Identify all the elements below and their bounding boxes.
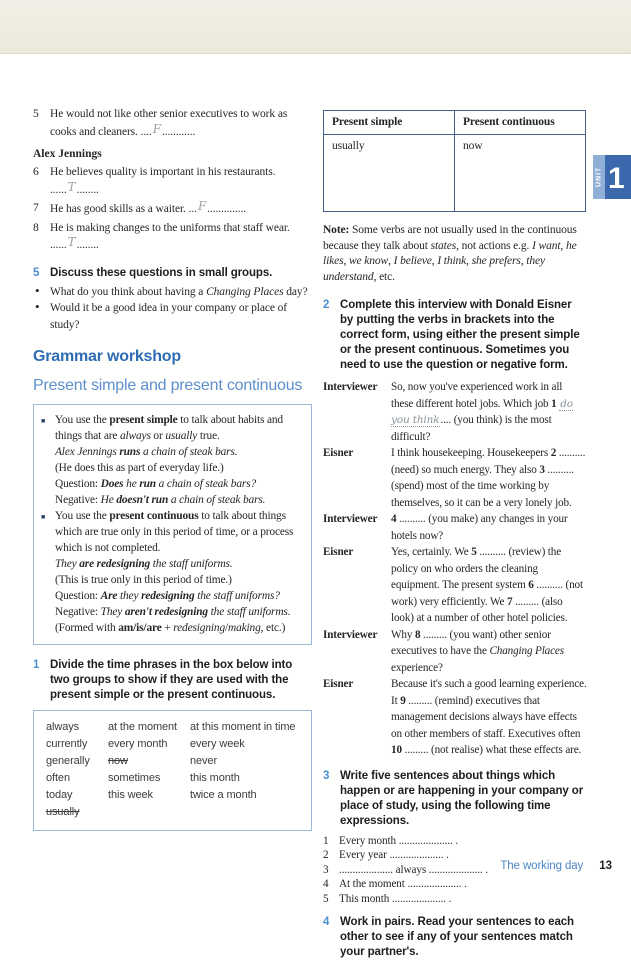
true-false-item-6 (33, 164, 312, 198)
time-phrase: never (190, 755, 218, 767)
exercise-number: 1 (33, 659, 40, 671)
time-phrase: currently (46, 738, 88, 750)
discussion-questions (33, 284, 312, 334)
speaker-label: Interviewer (323, 513, 378, 525)
exercise-number: 2 (323, 299, 330, 311)
exercise-5-heading (33, 266, 312, 281)
speaker-subheading: Alex Jennings (33, 148, 102, 160)
dialogue-text: I think housekeeping. Housekeepers 2 .......... (need) so much energy. They also 3 .......... (spend) most of the time working by themselves, so it can be a very lonely job. (391, 447, 586, 509)
item-text: He is making changes to the uniforms that staff wear. ......T........ (50, 221, 290, 251)
dialogue-line (323, 676, 587, 759)
grammar-explanation-box (33, 404, 312, 645)
square-bullet-icon: ■ (41, 417, 46, 425)
speaker-label: Eisner (323, 678, 354, 690)
exercise-3-heading (323, 769, 587, 829)
list-item-text: This month .................... . (339, 892, 452, 905)
time-phrase: generally (46, 755, 90, 767)
dialogue-text: So, now you've experienced work in all these different hotel jobs. Which job 1 do you think.... (you think) is the most difficult? (391, 381, 573, 443)
time-phrases-column-3 (190, 719, 305, 821)
item-text: He would not like other senior executives to work as cooks and cleaners. ....F............ (50, 108, 288, 138)
section-subheading: Present simple and present continuous (33, 377, 303, 394)
speaker-label: Eisner (323, 546, 354, 558)
exercise-instruction: Work in pairs. Read your sentences to each other to see if any of your sentences match your partner's. (340, 916, 574, 958)
item-number: 5 (33, 108, 39, 120)
exercise-number: 5 (33, 266, 40, 279)
time-phrase: this week (108, 789, 153, 801)
exercise-instruction: Complete this interview with Donald Eisner by putting the verbs in brackets into the correct form, using either the present simple or the present continuous. Sometimes you need to use the question or negative form. (340, 299, 580, 371)
item-text: He believes quality is important in his restaurants. ......T........ (50, 166, 276, 196)
list-item-text: At the moment .................... . (339, 878, 467, 890)
true-false-item-8 (33, 220, 312, 254)
exercise-number: 4 (323, 916, 330, 928)
true-false-item-7 (33, 200, 312, 218)
grammar-rule-text: You use the present continuous to talk about things which are true only in this period of time, or a process which is not completed. They are redesigning the staff uniforms. (This is true only in this period of time.) Question: Are they redesigning the staff uniforms? Negative: They aren't redesigning the staff uniforms. (Formed with am/is/are + redesigning/making, etc.) (55, 510, 294, 634)
speaker-label: Eisner (323, 447, 354, 459)
discussion-question: • Would it be a good idea in your company or place of study? (33, 300, 312, 333)
unit-tab-label: UNIT (593, 155, 605, 199)
list-item-number: 2 (323, 849, 329, 861)
item-text: He has good skills as a waiter. ...F.............. (50, 199, 247, 215)
grammar-rule (41, 412, 303, 508)
time-phrase: today (46, 789, 73, 801)
list-item-number: 3 (323, 863, 329, 876)
left-column (33, 106, 312, 831)
exercise-1-heading (33, 658, 312, 703)
table-row (324, 135, 586, 212)
present-simple-continuous-table (323, 110, 586, 212)
list-item-number: 1 (323, 834, 329, 847)
exercise-4-heading (323, 915, 587, 960)
time-phrases-column-1 (46, 719, 108, 821)
footer-page-number: 13 (599, 860, 612, 872)
time-phrases-box (33, 710, 312, 831)
discussion-question: • What do you think about having a Changing Places day? (33, 284, 312, 301)
footer-section-title: The working day (500, 860, 584, 872)
table-header-present-continuous: Present continuous (455, 111, 586, 135)
dialogue-text: Yes, certainly. We 5 .......... (review) the policy on who orders the cleaning equipment. The present system 6 .......... (not work) very efficiently. We 7 ......... (also look) at a number of other hotel policies. (391, 546, 583, 624)
list-item (323, 877, 587, 892)
time-phrase: every month (108, 738, 168, 750)
time-phrase: at the moment (108, 721, 178, 733)
time-phrases-column-2 (108, 719, 190, 821)
list-item (323, 834, 587, 849)
exercise-number: 3 (323, 769, 330, 782)
exercise-instruction: Divide the time phrases in the box below into two groups to show if they are used with the present simple or the present continuous. (50, 659, 293, 701)
table-header-present-simple: Present simple (324, 111, 455, 135)
list-item (323, 892, 587, 907)
square-bullet-icon: ■ (41, 513, 46, 521)
unit-tab-number: 1 (605, 155, 631, 199)
list-item-number: 5 (323, 892, 329, 905)
unit-tab (593, 155, 631, 199)
true-false-item-5 (33, 106, 312, 140)
section-heading-grammar-workshop: Grammar workshop (33, 348, 181, 365)
page-top-texture-band (0, 0, 631, 54)
exercise-2-heading (323, 298, 587, 373)
right-column (323, 110, 587, 960)
item-number: 7 (33, 202, 39, 214)
table-cell-present-continuous: now (455, 135, 586, 212)
exercise-1 (33, 658, 312, 831)
list-item-text: Every month .................... . (339, 834, 459, 847)
dialogue-line (323, 445, 587, 511)
time-phrase: usually (46, 806, 80, 818)
time-phrase: this month (190, 772, 240, 784)
grammar-rule (41, 508, 303, 636)
time-phrase: every week (190, 738, 245, 750)
list-item-text: .................... always .................... . (339, 863, 489, 876)
time-phrase: at this moment in time (190, 721, 296, 733)
exercise-instruction: Write five sentences about things which happen or are happening in your company or place of study, using the following time expressions. (340, 769, 584, 827)
time-phrase: often (46, 772, 70, 784)
time-phrase: twice a month (190, 789, 257, 801)
dialogue-text: 4 .......... (you make) any changes in your hotels now? (391, 513, 568, 542)
dialogue-line (323, 544, 587, 627)
list-item-number: 4 (323, 878, 329, 890)
time-phrase: sometimes (108, 772, 161, 784)
speaker-label: Interviewer (323, 628, 378, 641)
dialogue-line (323, 379, 587, 445)
dialogue-line (323, 511, 587, 544)
speaker-label: Interviewer (323, 381, 378, 393)
table-cell-present-simple: usually (324, 135, 455, 212)
time-phrase: now (108, 755, 128, 767)
interview-dialogue (323, 379, 587, 759)
dialogue-line (323, 627, 587, 677)
item-number: 6 (33, 166, 39, 178)
item-number: 8 (33, 221, 39, 234)
time-phrase: always (46, 721, 80, 733)
dialogue-text: Because it's such a good learning experience. It 9 ......... (remind) executives that management decisions always have effects on other members of staff. Executives often 10 ......... (not realise) what these effects are. (391, 678, 587, 756)
grammar-rule-text: You use the present simple to talk about habits and things that are always or usually true. Alex Jennings runs a chain of steak bars. (He does this as part of everyday life.) Question: Does he run a chain of steak bars? Negative: He doesn't run a chain of steak bars. (55, 414, 283, 506)
grammar-note: Note: Some verbs are not usually used in the continuous because they talk about states, not actions e.g. I want, he likes, we know, I believe, I think, she prefers, they understand, etc. (323, 224, 577, 283)
exercise-instruction: Discuss these questions in small groups. (50, 266, 273, 279)
dialogue-text: Why 8 ......... (you want) other senior executives to have the Changing Places experience? (391, 628, 564, 674)
page-footer (500, 860, 612, 872)
list-item-text: Every year .................... . (339, 849, 449, 861)
